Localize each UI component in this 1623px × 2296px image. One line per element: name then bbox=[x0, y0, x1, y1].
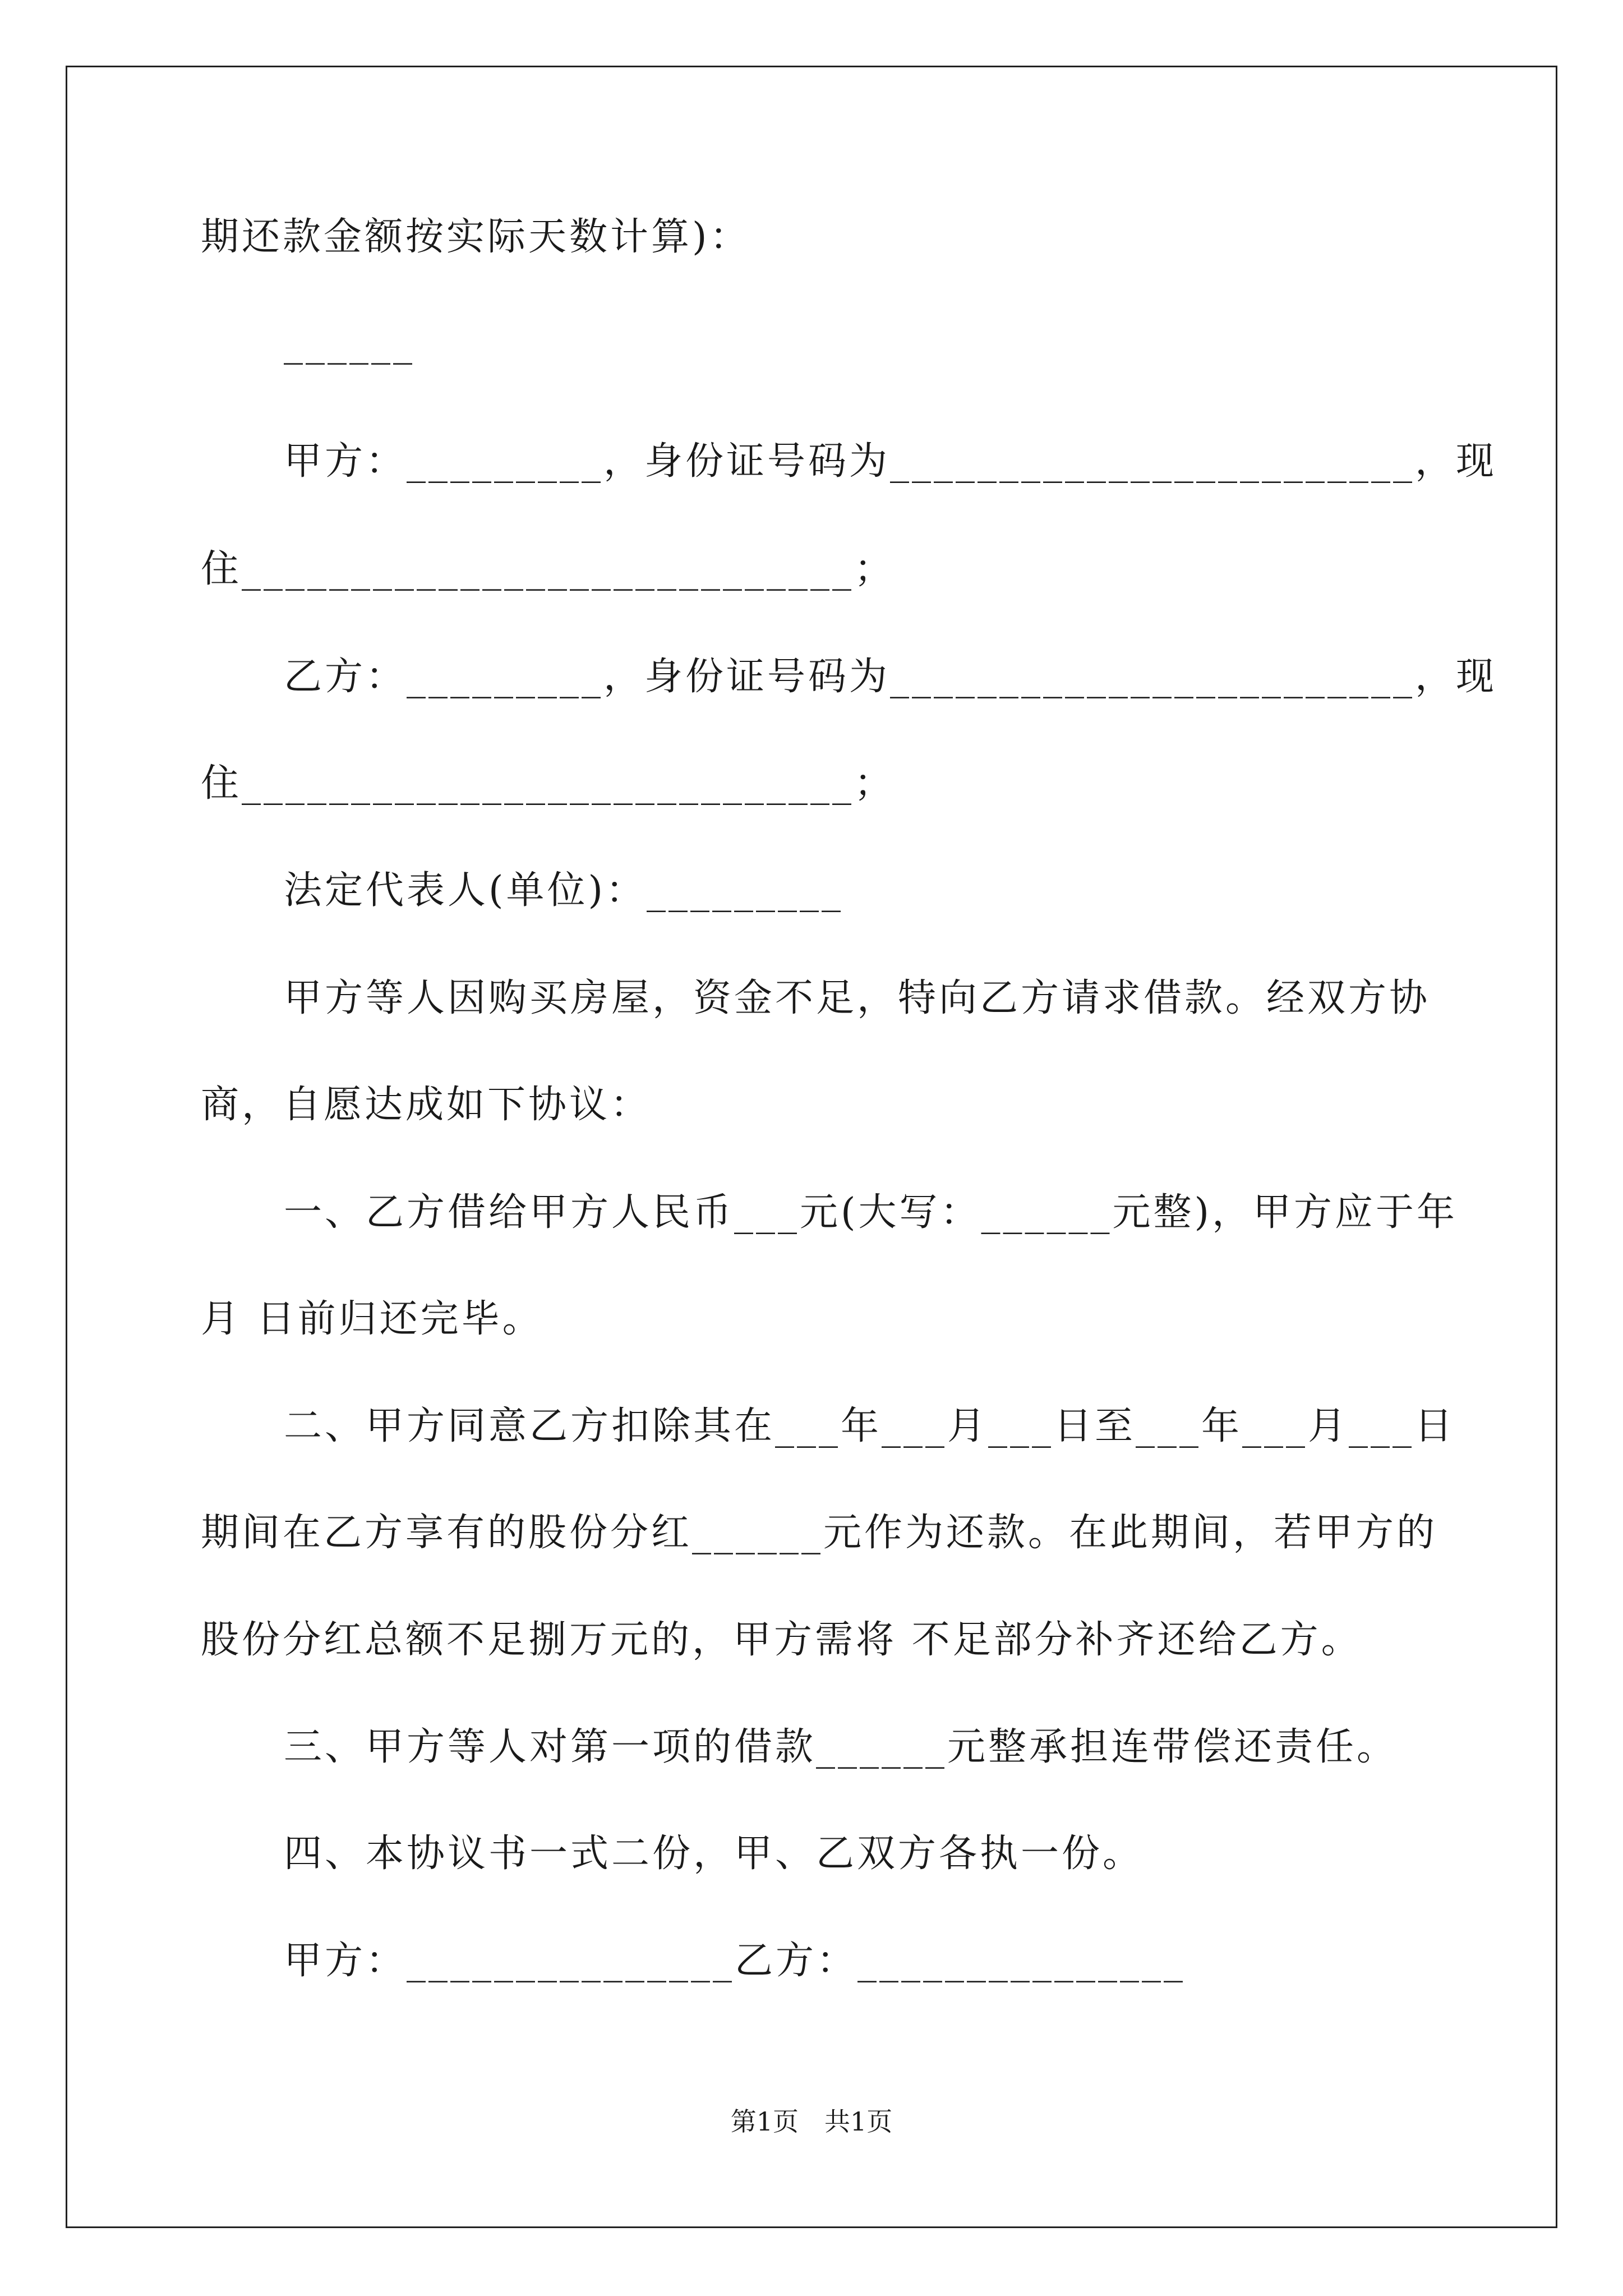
text-line-1: 期还款金额按实际天数计算)： bbox=[201, 215, 751, 259]
intro-line-2: 商，自愿达成如下协议： bbox=[201, 1083, 652, 1127]
clause-3-line: 三、甲方等人对第一项的借款______元整承担连带偿还责任。 bbox=[284, 1725, 1398, 1769]
clause-4-line: 四、本协议书一式二份，甲、乙双方各执一份。 bbox=[284, 1832, 1144, 1876]
clause-2-line-2: 期间在乙方享有的股份分红______元作为还款。在此期间，若甲方的 bbox=[201, 1511, 1438, 1555]
signature-line: 甲方：_______________乙方：_______________ bbox=[284, 1939, 1186, 1983]
text-line-2: ______ bbox=[284, 321, 415, 365]
party-a-address-line: 住____________________________； bbox=[201, 547, 896, 591]
clause-1-line-1: 一、乙方借给甲方人民币___元(大写：______元整)，甲方应于年 bbox=[284, 1190, 1458, 1235]
page-border bbox=[66, 66, 1557, 2228]
page-footer: 第1页 共1页 bbox=[730, 2106, 893, 2137]
party-b-address-line: 住____________________________； bbox=[201, 761, 896, 806]
clause-1-line-2: 月 日前归还完毕。 bbox=[201, 1297, 543, 1341]
party-a-line: 甲方：_________，身份证号码为________________________，现 bbox=[284, 439, 1497, 484]
party-b-line: 乙方：_________，身份证号码为________________________，现 bbox=[284, 655, 1497, 699]
clause-2-line-1: 二、甲方同意乙方扣除其在___年___月___日至___年___月___日 bbox=[284, 1404, 1456, 1448]
legal-representative-line: 法定代表人(单位)：_________ bbox=[284, 868, 844, 913]
intro-line-1: 甲方等人因购买房屋，资金不足，特向乙方请求借款。经双方协 bbox=[284, 976, 1431, 1020]
clause-2-line-3: 股份分红总额不足捌万元的，甲方需将 不足部分补齐还给乙方。 bbox=[201, 1618, 1362, 1662]
